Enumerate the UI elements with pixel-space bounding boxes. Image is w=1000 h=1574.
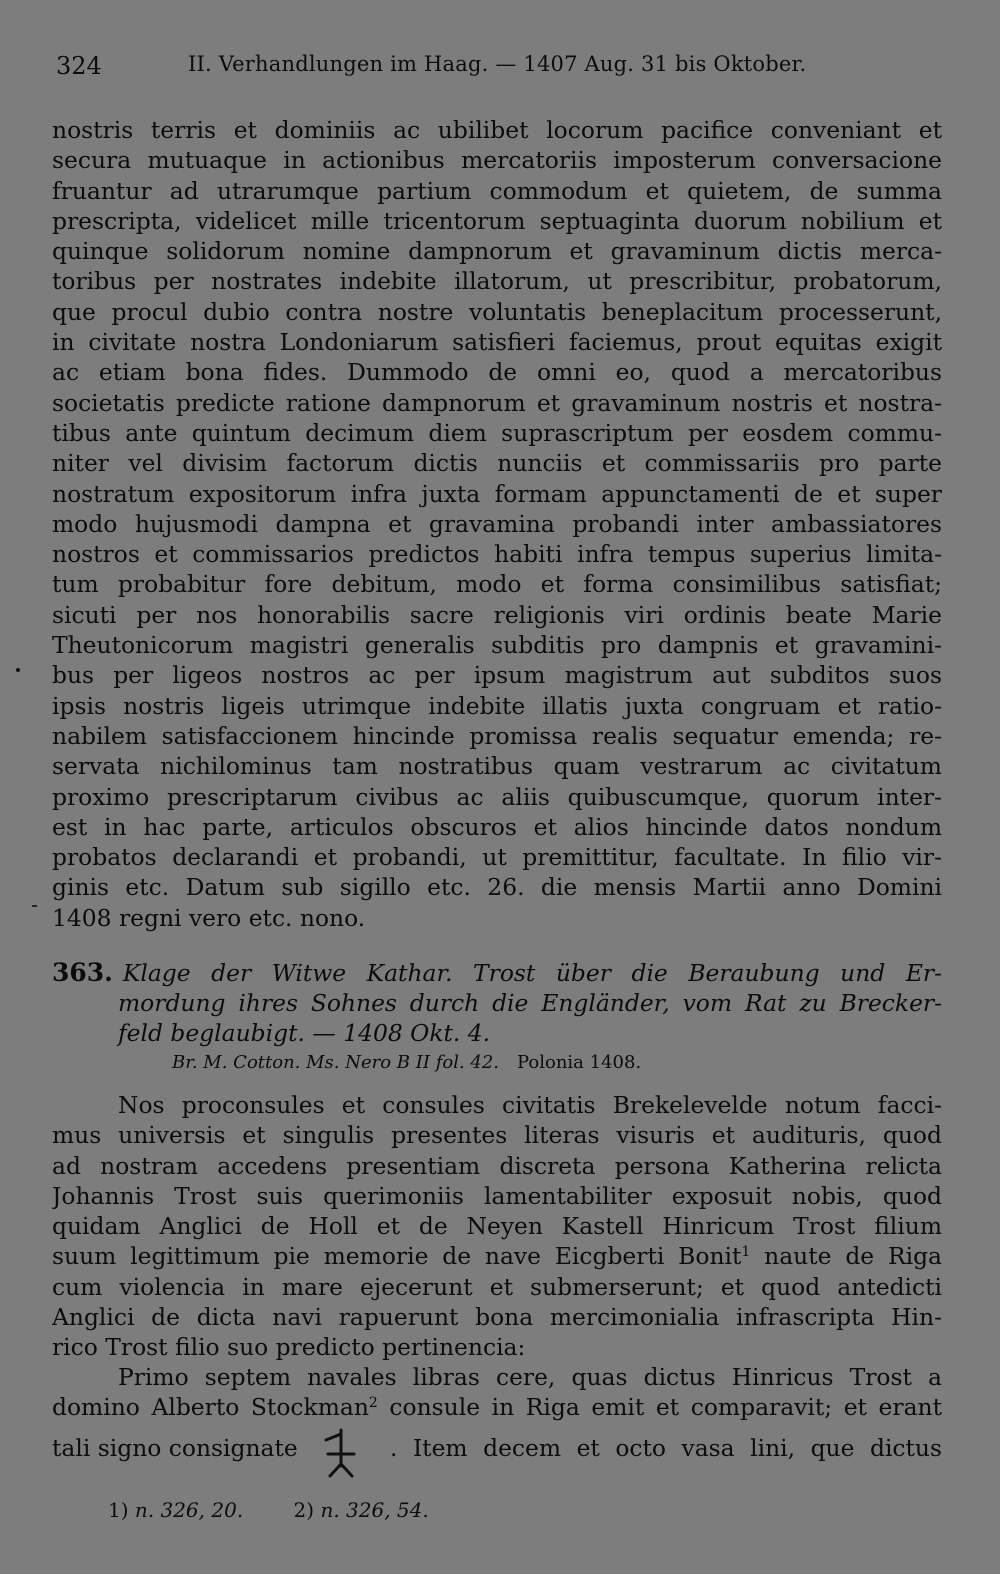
- text-segment: cum violencia in mare ejecerunt et submerserunt; et quod antedicti: [52, 1272, 942, 1301]
- text-line: Theutonicorum magistri generalis subditis pro dampnis et gravamini-: [52, 631, 942, 660]
- text-line: [52, 1120, 942, 1150]
- list-paragraph: [52, 1362, 942, 1423]
- text-line: nostros et commissarios predictos habiti infra tempus superius limita-: [52, 540, 942, 569]
- text-line: bus per ligeos nostros ac per ipsum magistrum aut subditos suos: [52, 661, 942, 690]
- text-segment: . Item decem et octo vasa lini, que dictus: [390, 1434, 942, 1462]
- text-line: [52, 1181, 942, 1211]
- text-segment: domino Alberto Stockman: [52, 1393, 369, 1422]
- text-line: ipsis nostris ligeis utrimque indebite illatis juxta congruam et ratio-: [52, 691, 942, 720]
- text-segment: naute de Riga: [750, 1242, 942, 1271]
- text-segment: Primo septem navales libras cere, quas dictus Hinricus Trost a: [118, 1363, 942, 1391]
- source-manuscript: Br. M. Cotton. Ms. Nero B II fol. 42.: [172, 1052, 500, 1073]
- text-line: nostratum expositorum infra juxta formam appunctamenti de et super: [52, 479, 942, 508]
- text-line: [52, 1241, 942, 1271]
- text-line: quinque solidorum nomine dampnorum et gravaminum dictis merca-: [52, 237, 942, 266]
- text-line: modo hujusmodi dampna et gravamina probandi inter ambassiatores: [52, 509, 942, 538]
- footnote-reference: n. 326, 20.: [134, 1498, 244, 1522]
- text-segment: tali signo consignate: [52, 1434, 298, 1462]
- footnote-reference: n. 326, 54.: [320, 1498, 429, 1522]
- heading-line: feld beglaubigt. — 1408 Okt. 4.: [118, 1019, 491, 1047]
- text-line: [52, 1151, 942, 1181]
- margin-dot: [16, 668, 20, 672]
- text-segment: Anglici de dicta navi rapuerunt bona mercimonialia infrascripta Hin-: [52, 1303, 942, 1332]
- text-line: secura mutuaque in actionibus mercatoriis imposterum conversacione: [52, 146, 942, 175]
- text-segment: mus universis et singulis presentes literas visuris et audituris, quod: [52, 1121, 942, 1150]
- text-line: nabilem satisfaccionem hincinde promissa realis sequatur emenda; re-: [52, 721, 942, 750]
- text-line: in civitate nostra Londoniarum satisfieri faciemus, prout equitas exigit: [52, 328, 942, 357]
- text-line: [52, 1272, 942, 1302]
- page-number: 324: [56, 52, 102, 80]
- text-line: fruantur ad utrarumque partium commodum et quietem, de summa: [52, 176, 942, 205]
- text-line: prescripta, videlicet mille tricentorum septuaginta duorum nobilium et: [52, 206, 942, 235]
- text-line: [52, 1090, 942, 1120]
- text-line: toribus per nostrates indebite illatorum, ut prescribitur, probatorum,: [52, 267, 942, 296]
- text-segment: consule in Riga emit et comparavit; et erant: [377, 1393, 942, 1422]
- document-body: [52, 1090, 942, 1363]
- text-line: probatos declarandi et probandi, ut premittitur, facultate. In filio vir-: [52, 843, 942, 872]
- text-line: que procul dubio contra nostre voluntatis beneplacitum processerunt,: [52, 297, 942, 326]
- continuation-paragraph: [52, 115, 942, 933]
- text-line: [52, 1211, 942, 1241]
- text-line: nostris terris et dominiis ac ubilibet locorum pacifice conveniant et: [52, 116, 942, 144]
- text-line: societatis predicte ratione dampnorum et gravaminum nostris et nostra-: [52, 388, 942, 417]
- footnote: [294, 1498, 429, 1522]
- text-line: [52, 1332, 942, 1362]
- footnote-marker: 1: [741, 1244, 751, 1261]
- text-line: ac etiam bona fides. Dummodo de omni eo, quod a mercatoribus: [52, 358, 942, 387]
- text-segment: ad nostram accedens presentiam discreta persona Katherina relicta: [52, 1151, 942, 1180]
- running-head-title: II. Verhandlungen im Haag. — 1407 Aug. 31 bis Oktober.: [188, 52, 807, 76]
- margin-tick: [32, 905, 37, 907]
- text-line: 1408 regni vero etc. nono.: [52, 903, 366, 932]
- text-line: tibus ante quintum decimum diem suprascriptum per eosdem commu-: [52, 418, 942, 447]
- text-line: [52, 1362, 942, 1392]
- document-heading: [52, 958, 942, 1048]
- text-segment: Johannis Trost suis querimoniis lamentabiliter exposuit nobis, quod: [52, 1181, 942, 1210]
- footnotes: [108, 1498, 473, 1522]
- text-line: servata nichilominus tam nostratibus quam vestrarum ac civitatum: [52, 752, 942, 781]
- source-citation: [172, 1052, 641, 1073]
- text-line: est in hac parte, articulos obscuros et alios hincinde datos nondum: [52, 812, 942, 841]
- text-line: sicuti per nos honorabilis sacre religionis viri ordinis beate Marie: [52, 600, 942, 629]
- heading-text: Klage der Witwe Kathar. Trost über die Beraubung und Er-: [122, 959, 942, 987]
- text-segment: quidam Anglici de Holl et de Neyen Kastell Hinricum Trost filium: [52, 1212, 942, 1241]
- document-number: 363.: [52, 958, 113, 987]
- text-segment: Nos proconsules et consules civitatis Brekelevelde notum facci-: [118, 1091, 942, 1119]
- sign-line: [52, 1426, 942, 1476]
- text-line: tum probabitur fore debitum, modo et forma consimilibus satisfiat;: [52, 570, 942, 599]
- footnote-number: 1): [108, 1498, 129, 1522]
- footnote: [108, 1498, 243, 1522]
- merchant-mark-icon: [318, 1426, 364, 1478]
- text-line: [52, 1302, 942, 1332]
- heading-line: mordung ihres Sohnes durch die Engländer, vom Rat zu Brecker-: [118, 989, 942, 1017]
- text-line: ginis etc. Datum sub sigillo etc. 26. die mensis Martii anno Domini: [52, 873, 942, 902]
- source-note: Polonia 1408.: [517, 1052, 642, 1073]
- footnote-number: 2): [293, 1498, 315, 1522]
- running-head: [56, 52, 946, 92]
- text-line: [52, 1392, 942, 1422]
- heading-line: [52, 958, 942, 988]
- text-segment: suum legittimum pie memorie de nave Eicgberti Bonit: [52, 1242, 742, 1271]
- footnote-marker: 2: [368, 1395, 378, 1412]
- text-segment: rico Trost filio suo predicto pertinencia:: [52, 1333, 526, 1362]
- text-line: niter vel divisim factorum dictis nunciis et commissariis pro parte: [52, 449, 942, 478]
- text-line: proximo prescriptarum civibus ac aliis quibuscumque, quorum inter-: [52, 782, 942, 811]
